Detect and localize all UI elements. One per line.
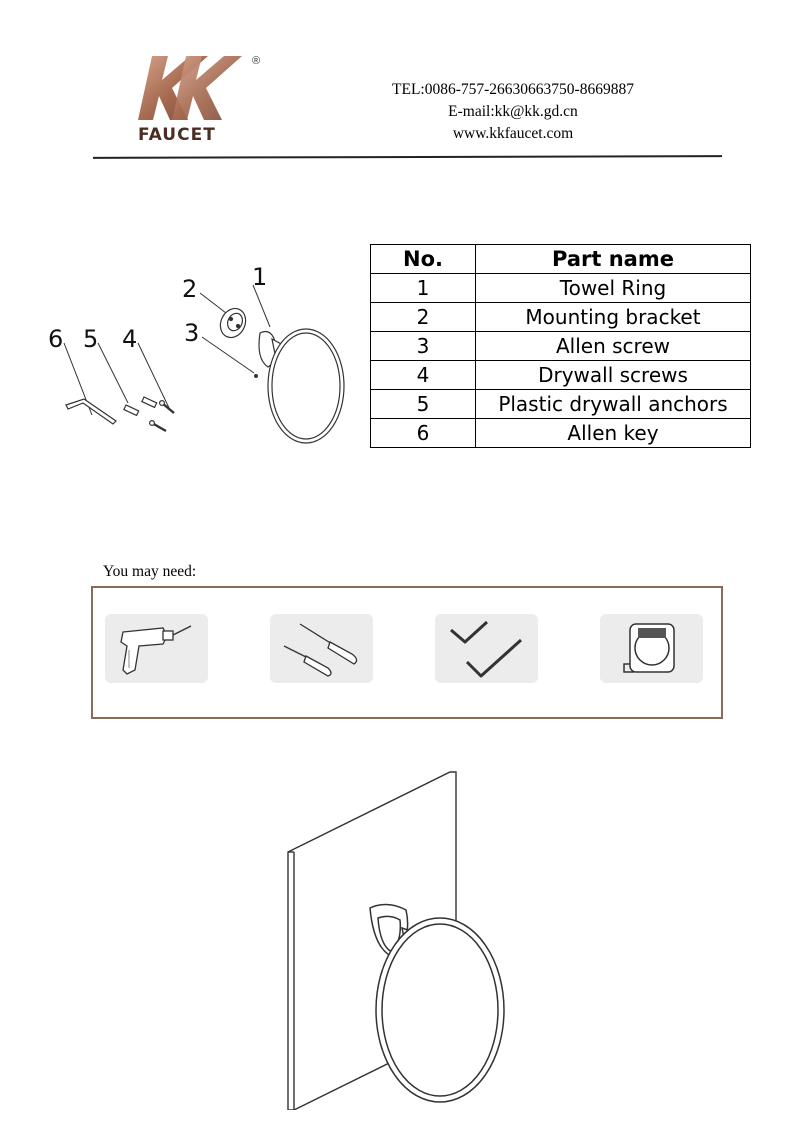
table-row	[371, 361, 751, 390]
callout-2: 2	[182, 275, 198, 303]
logo-registered-mark: ®	[252, 55, 261, 67]
tool-tile-screwdrivers	[270, 614, 373, 683]
allen-screw-drawing	[254, 374, 258, 378]
table-row	[371, 419, 751, 448]
tools-box	[91, 586, 723, 719]
part-name: Allen key	[476, 419, 751, 448]
contact-website: www.kkfaucet.com	[452, 125, 574, 142]
part-number: 5	[371, 390, 476, 419]
part-name: Mounting bracket	[476, 303, 751, 332]
tools-needed-label: You may need:	[103, 563, 197, 580]
mounting-bracket-drawing	[216, 304, 250, 341]
towel-ring-drawing	[259, 329, 344, 443]
part-number: 1	[371, 274, 476, 303]
tool-tile-tape-measure	[600, 614, 703, 683]
part-name: Towel Ring	[476, 274, 751, 303]
tool-tile-allen-keys	[435, 614, 538, 683]
leader-line-3	[202, 337, 254, 373]
drill-icon	[105, 614, 208, 683]
part-name: Plastic drywall anchors	[476, 390, 751, 419]
callout-1: 1	[252, 263, 268, 291]
brand-logo	[134, 50, 264, 150]
callout-6: 6	[48, 325, 64, 353]
parts-exploded-diagram	[40, 255, 360, 455]
contact-block	[300, 79, 726, 145]
contact-email: E-mail:kk@kk.gd.cn	[448, 103, 578, 120]
part-number: 4	[371, 361, 476, 390]
tape-measure-icon	[600, 614, 703, 683]
contact-tel: TEL:0086-757-26630663750-8669887	[392, 81, 634, 98]
table-row	[371, 390, 751, 419]
table-row	[371, 274, 751, 303]
plastic-anchors-drawing	[124, 397, 157, 415]
column-header-no: No.	[371, 245, 476, 274]
callout-5: 5	[83, 325, 99, 353]
allen-keys-icon	[435, 614, 538, 683]
part-name: Drywall screws	[476, 361, 751, 390]
part-number: 2	[371, 303, 476, 332]
table-row	[371, 303, 751, 332]
part-number: 3	[371, 332, 476, 361]
header-divider	[93, 155, 722, 159]
parts-table-header-row	[371, 245, 751, 274]
table-row	[371, 332, 751, 361]
screwdrivers-icon	[270, 614, 373, 683]
installed-towel-ring-drawing	[370, 904, 504, 1102]
leader-line-2	[200, 293, 226, 313]
column-header-part-name: Part name	[476, 245, 751, 274]
kk-logo-mark	[134, 50, 264, 150]
logo-word: FAUCET	[138, 125, 216, 145]
part-number: 6	[371, 419, 476, 448]
callout-4: 4	[122, 325, 138, 353]
callout-3: 3	[184, 319, 200, 347]
assembled-towel-ring-diagram	[270, 760, 530, 1110]
parts-table	[370, 244, 751, 448]
leader-line-1	[253, 285, 270, 327]
tool-tile-drill	[105, 614, 208, 683]
part-name: Allen screw	[476, 332, 751, 361]
